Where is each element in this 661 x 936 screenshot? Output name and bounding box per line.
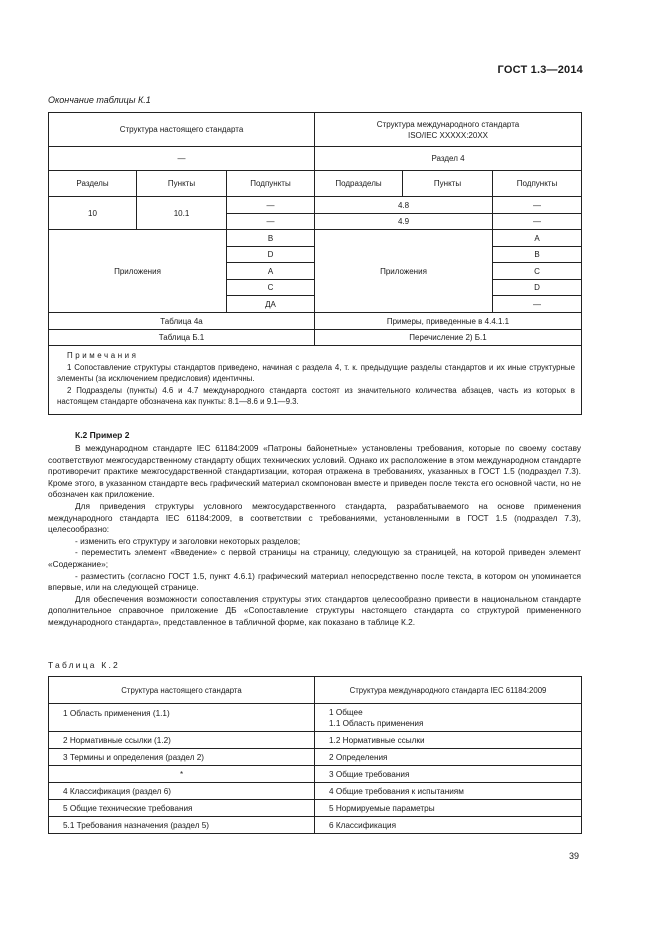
t1-notes [49,346,582,415]
paragraph: Для обеспечения возможности сопоставления структуры этих стандартов целесообразно привести в национальном стандарте дополнительное справочное приложение ДБ «Сопоставление структуры настоящего стандарта со структурой примененного международного стандарта», представленное в табличной форме, как показано в таблице К.2. [48,593,581,627]
t1-right-title-line1: Структура международного стандарта [376,119,520,129]
t2-right-cell: 1.2 Нормативные ссылки [315,732,582,749]
paragraph: - переместить элемент «Введение» с первой страницы на страницу, следующую за страницей, на которой приведен элемент «Содержание»; [48,547,581,569]
note-item: 1 Сопоставление структуры стандартов приведено, начиная с раздела 4, т. к. предыдущие разделы стандартов и их иные структурные элементы (за исключением предисловия) идентичны. [57,362,575,384]
paragraph: Для приведения структуры условного межгосударственного стандарта, разрабатываемого на основе применения международного стандарта IEC 61184:2009, в соответствии с требованиями, установленными в ГОСТ 1.5 (подраздел 7.3), целесообразно: [48,500,581,535]
t2-left-cell: 2 Нормативные ссылки (1.2) [49,732,315,749]
t1-row-point: 10.1 [137,197,227,230]
t2-left-title: Структура настоящего стандарта [49,677,315,704]
t2-right-cell: 6 Классификация [315,817,582,834]
t1-bottom-left: Таблица Б.1 [49,330,315,346]
table-k2 [48,676,582,834]
page-number: 39 [569,851,580,861]
t1-right-title [315,113,582,147]
body-text [48,443,581,629]
t1-appendices-left: Приложения [49,230,227,313]
t1-col-header: Разделы [49,171,137,197]
table-k1-end [48,112,582,415]
t2-right-cell: 2 Определения [315,749,582,766]
table1-caption: Окончание таблицы К.1 [48,95,151,105]
t2-right-title: Структура международного стандарта IEC 61184:2009 [315,677,582,704]
t1-col-header: Подпункты [227,171,315,197]
document-code: ГОСТ 1.3—2014 [497,64,583,76]
t1-app-cell: А [227,263,315,280]
t1-col-header: Подразделы [315,171,403,197]
paragraph: - разместить (согласно ГОСТ 1.5, пункт 4.6.1) графический материал непосредственно после текста, в котором он упоминается впервые, или на следующей странице. [48,570,581,593]
t1-app-cell: А [493,230,582,247]
t1-cell: 4.9 [315,214,493,230]
t2-right-line: 1.1 Область применения [329,718,424,728]
t1-appendices-right: Приложения [315,230,493,313]
t1-left-dash: — [49,147,315,171]
section-title: К.2 Пример 2 [75,430,130,440]
t1-cell: — [227,214,315,230]
t1-app-cell: В [227,230,315,247]
notes-title: Примечания [67,351,139,360]
t1-bottom-right: Перечисление 2) Б.1 [315,330,582,346]
t2-right-cell: 3 Общие требования [315,766,582,783]
paragraph: В международном стандарте IEC 61184:2009 «Патроны байонетные» установлены требования, которые по своему составу соответствуют межгосударственному стандарту общих технических условий. Однако их расположение в этом международном стандарте противоречит практике межгосударственной стандартизации, которая отражена в требованиях, указанных в ГОСТ 1.5 (подраздел 7.3). Кроме этого, в указанном стандарте весь графический материал скомпонован вместе и приведен после текста его основной части, но не обозначен как приложение. [48,443,581,500]
t1-row-section: 10 [49,197,137,230]
t1-bottom-left: Таблица 4а [49,313,315,330]
t2-left-cell: 1 Область применения (1.1) [49,704,315,732]
t1-right-title-line2: ISO/IEC XXXXX:20XX [407,130,489,140]
t1-app-cell: ДА [227,296,315,313]
t2-left-cell: 3 Термины и определения (раздел 2) [49,749,315,766]
t2-left-cell: * [49,766,315,783]
t2-left-cell: 4 Классификация (раздел 6) [49,783,315,800]
t1-col-header: Пункты [403,171,493,197]
t1-app-cell: D [493,280,582,296]
t2-left-cell: 5.1 Требования назначения (раздел 5) [49,817,315,834]
t1-cell: — [227,197,315,214]
t1-app-cell: — [493,296,582,313]
t2-right-line: 1 Общее [329,707,363,717]
t1-left-title: Структура настоящего стандарта [49,113,315,147]
t1-right-section: Раздел 4 [315,147,582,171]
t1-bottom-right: Примеры, приведенные в 4.4.1.1 [315,313,582,330]
t1-cell: 4.8 [315,197,493,214]
t2-right-cell: 5 Нормируемые параметры [315,800,582,817]
t2-right-cell: 4 Общие требования к испытаниям [315,783,582,800]
table2-caption: Таблица К.2 [48,660,120,670]
t1-col-header: Подпункты [493,171,582,197]
t1-cell: — [493,214,582,230]
t1-app-cell: С [493,263,582,280]
t1-cell: — [493,197,582,214]
t1-app-cell: В [493,247,582,263]
paragraph: - изменить его структуру и заголовки некоторых разделов; [75,535,301,546]
t1-col-header: Пункты [137,171,227,197]
t1-app-cell: С [227,280,315,296]
t2-left-cell: 5 Общие технические требования [49,800,315,817]
t1-app-cell: D [227,247,315,263]
t2-right-cell [315,704,582,732]
note-item: 2 Подразделы (пункты) 4.6 и 4.7 международного стандарта состоят из значительного количества абзацев, часть из которых в настоящем стандарте обозначена как пункты: 8.1—8.6 и 9.1—9.3. [57,385,575,407]
